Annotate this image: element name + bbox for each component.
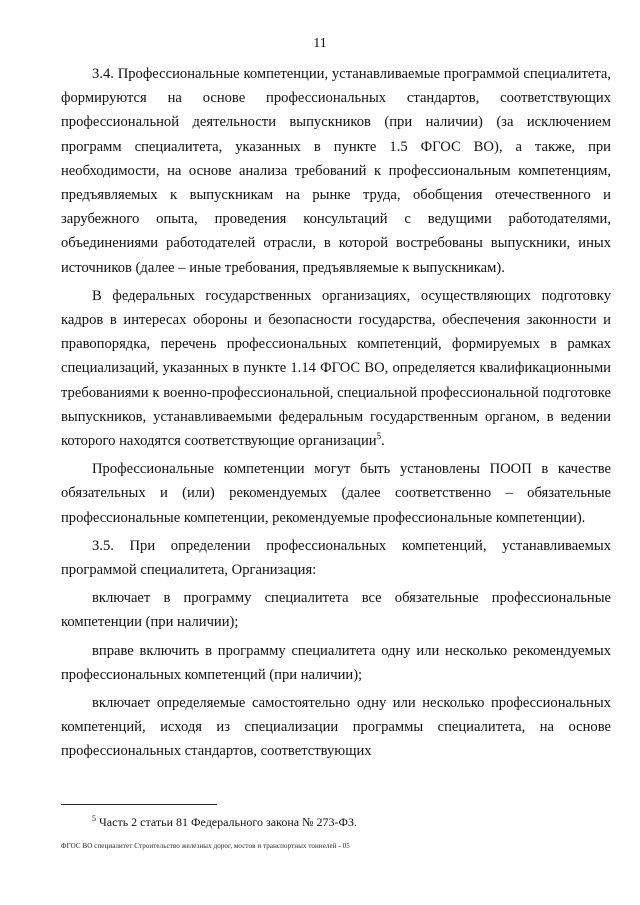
- paragraph-federal-organizations: [61, 284, 611, 453]
- paragraph-3-4: 3.4. Профессиональные компетенции, устанавливаемые программой специалитета, формируются на основе профессиональных стандартов, соответствующих профессиональной деятельности выпускников (при наличии) (за исключением программ специалитета, указанных в пункте 1.5 ФГОС ВО), а также, при необходимости, на основе анализа требований к профессиональным компетенциям, предъявляемых к выпускникам на рынке труда, обобщения отечественного и зарубежного опыта, проведения консультаций с ведущими работодателями, объединениями работодателей отрасли, в которой востребованы выпускники, иных источников (далее – иные требования, предъявляемые к выпускникам).: [61, 66, 611, 276]
- body-text: [61, 62, 611, 764]
- document-footer: ФГОС ВО специалитет Строительство железных дорог, мостов и транспортных тоннелей - 05: [61, 842, 350, 850]
- list-item-includes-self-defined: включает определяемые самостоятельно одну или несколько профессиональных компетенций, исходя из специализации программы специалитета, на основе профессиональных стандартов, соответствующих: [61, 695, 611, 760]
- list-item-may-include-recommended: вправе включить в программу специалитета одну или несколько рекомендуемых профессиональных компетенций (при наличии);: [61, 642, 611, 683]
- footnote: [92, 814, 357, 830]
- list-item-includes-mandatory: включает в программу специалитета все обязательные профессиональные компетенции (при наличии);: [61, 590, 611, 631]
- paragraph-poop-competencies: Профессиональные компетенции могут быть установлены ПООП в качестве обязательных и (или) рекомендуемых (далее соответственно – обязательные профессиональные компетенции, рекомендуемые профессиональные компетенции).: [61, 461, 611, 526]
- footnote-number: 5: [92, 814, 96, 823]
- paragraph-text: В федеральных государственных организациях, осуществляющих подготовку кадров в интересах обороны и безопасности государства, обеспечения законности и правопорядка, перечень профессиональных компетенций, формируемых в рамках специализаций, указанных в пункте 1.14 ФГОС ВО, определяется квалификационными требованиями к военно-профессиональной, специальной профессиональной подготовке выпускников, устанавливаемыми федеральным государственным органом, в ведении которого находятся соответствующие организации: [61, 287, 611, 450]
- footnote-reference: 5: [376, 431, 382, 442]
- paragraph-3-5: 3.5. При определении профессиональных компетенций, устанавливаемых программой специалитета, Организация:: [61, 537, 611, 579]
- footnote-divider: [61, 804, 217, 805]
- footnote-text: Часть 2 статьи 81 Федерального закона № 273-ФЗ.: [99, 815, 358, 829]
- page-number: 11: [313, 36, 327, 51]
- paragraph-end-punct: .: [381, 433, 385, 450]
